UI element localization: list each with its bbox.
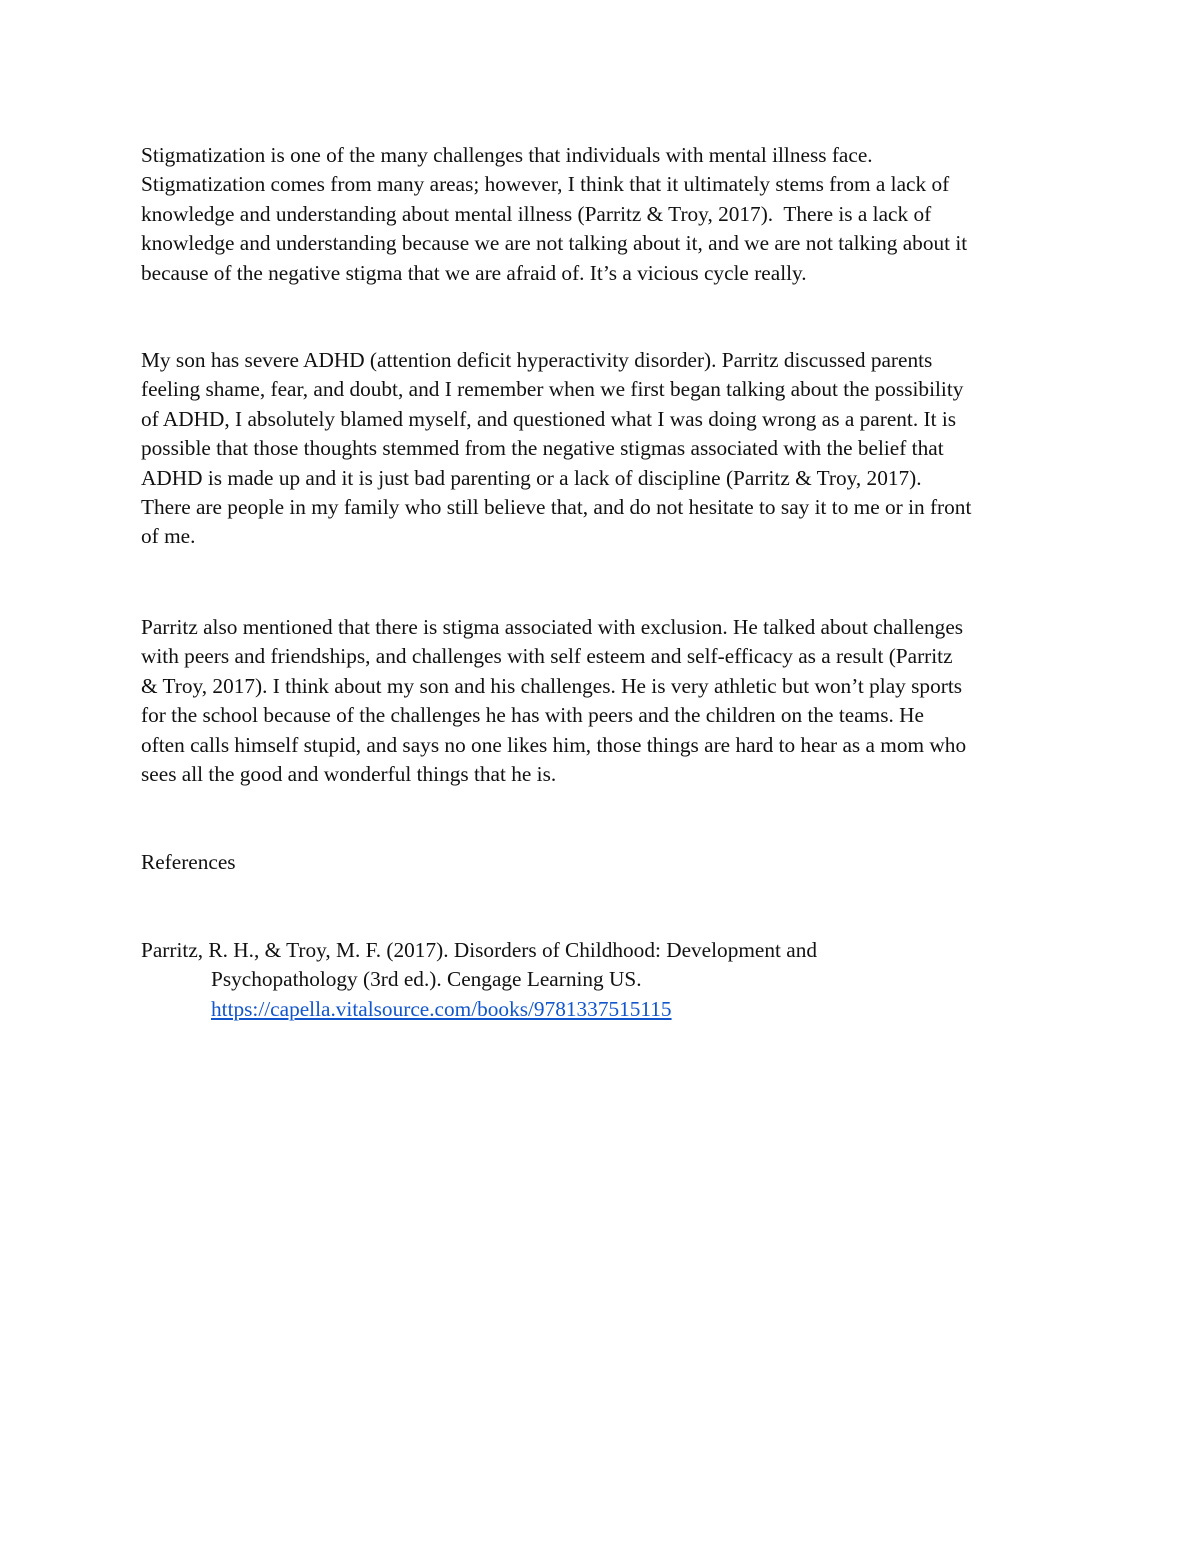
paragraph-line: of ADHD, I absolutely blamed myself, and questioned what I was doing wrong as a parent. It is bbox=[141, 406, 957, 431]
paragraph-adhd bbox=[141, 346, 1071, 552]
reference-entry bbox=[141, 936, 1071, 1024]
paragraph-line: because of the negative stigma that we are afraid of. It’s a vicious cycle really. bbox=[141, 260, 807, 285]
paragraph-line: feeling shame, fear, and doubt, and I remember when we first began talking about the possibility bbox=[141, 377, 964, 402]
paragraph-stigmatization bbox=[141, 141, 1071, 288]
reference-link-line bbox=[141, 995, 1071, 1024]
paragraph-line: Stigmatization comes from many areas; however, I think that it ultimately stems from a lack of bbox=[141, 172, 950, 197]
references-heading bbox=[141, 848, 1071, 877]
paragraph-line: ADHD is made up and it is just bad parenting or a lack of discipline (Parritz & Troy, 2017). bbox=[141, 465, 922, 490]
paragraph-line: for the school because of the challenges he has with peers and the children on the teams. He bbox=[141, 703, 924, 728]
paragraph-line: My son has severe ADHD (attention deficit hyperactivity disorder). Parritz discussed parents bbox=[141, 348, 933, 372]
paragraph-line: Parritz also mentioned that there is stigma associated with exclusion. He talked about challenges bbox=[141, 615, 964, 639]
paragraph-line: of me. bbox=[141, 524, 196, 549]
paragraph-line: often calls himself stupid, and says no one likes him, those things are hard to hear as a mom who bbox=[141, 732, 967, 757]
paragraph-line: & Troy, 2017). I think about my son and his challenges. He is very athletic but won’t play sports bbox=[141, 673, 963, 698]
paragraph-line: knowledge and understanding about mental illness (Parritz & Troy, 2017). There is a lack of bbox=[141, 201, 932, 226]
paragraph-line: sees all the good and wonderful things that he is. bbox=[141, 762, 557, 787]
paragraph-exclusion bbox=[141, 613, 1071, 789]
reference-line: Psychopathology (3rd ed.). Cengage Learning US. bbox=[211, 967, 642, 992]
references-heading-text: References bbox=[141, 850, 236, 874]
reference-link[interactable]: https://capella.vitalsource.com/books/9781337515115 bbox=[211, 996, 672, 1021]
paragraph-line: There are people in my family who still believe that, and do not hesitate to say it to me or in front bbox=[141, 495, 972, 520]
reference-line: Parritz, R. H., & Troy, M. F. (2017). Disorders of Childhood: Development and bbox=[141, 938, 818, 962]
paragraph-line: Stigmatization is one of the many challenges that individuals with mental illness face. bbox=[141, 143, 873, 167]
paragraph-line: with peers and friendships, and challenges with self esteem and self-efficacy as a result (Parritz bbox=[141, 644, 953, 669]
paragraph-line: knowledge and understanding because we are not talking about it, and we are not talking about it bbox=[141, 231, 968, 256]
paragraph-line: possible that those thoughts stemmed from the negative stigmas associated with the belief that bbox=[141, 436, 944, 461]
